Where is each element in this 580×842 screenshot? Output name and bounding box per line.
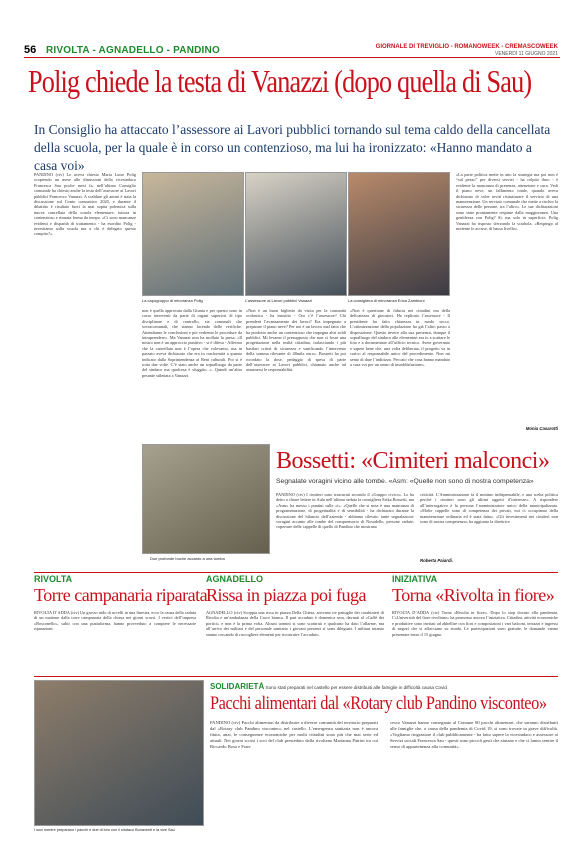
main-column-3: «Non è un buon biglietto da visita per la comunità scolastica - ha insistito - Ora c’è l’assessore? Chi prenderà l’avanzamento dei lavori? Era impegnato a preparare il piano neve? Per noi è un lavoro mal fatto che ha prodotto anche un contenzioso che impegna altri soldi pubblici. Mi levamo il presupposto che non ci fosse una progettazione nella realtà cittadina, tralasciando i più basilari criteri di sicurezza e vanificando l’intervento della somma rilevante di 48mila euro». Bossetti ha poi ricordato la dose, pedaggio di spesa di parte dell’assessore ai Lavori pubblici, chiamato anche ad assumersi le responsabilità.: [246, 308, 346, 373]
brief-rivolta-text: RIVOLTA D’ADDA (ctv) Un grosso nido di uccelli in una finestra, ecco la causa della caduta di un mattone dalla torre campanaria della chiesa nei giorni scorsi. I vertici dell’impresa «Bosconello», saliti con una piattaforma, hanno provveduto a compiere le necessarie riparazioni.: [34, 610, 196, 632]
bossetti-column-1: PANDINO (ctv) I cimiteri sono trascurati secondo il «Gruppo civico». Lo ha detto a chiare lettere in Aula nell’ultima seduta la consigliera Erika Bossetti, ma «Asm» ha messo i puntini sulle «i». «Quelle che si nota è una mancanza di programmazione, di progettualità e di sensibilità - ha dichiarato durante la discussione del bilancio dell’azienda - abbiamo rilevato tante segnalazioni: voragini accanto alle tombe del comprensorio di Nosadello, persone cadute, coperture delle cappelle di quello di Pandino che mostrano: [276, 492, 414, 530]
section-title: RIVOLTA - AGNADELLO - PANDINO: [46, 45, 220, 56]
solidarity-divider: [34, 676, 558, 677]
brief-iniziativa-text: RIVOLTA D’ADDA (ctv) Torna «Rivolta in fiore». Dopo lo stop dovuto alla pandemia, l’«Università del fiore rivoltano» ha promosso ancora l’iniziativa. Cittadini, attività economiche e produttive sono invitati ad abbellire con fiori e composizioni i vari balconi, terrazzi e ingressi di negozi che si affacciano su strada. Le partecipazioni sono gratuite, le domande vanno presentate entro il 15 giugno.: [392, 610, 558, 637]
photo-polig: [142, 172, 244, 296]
caption-vanazzi: L’assessore ai Lavori pubblici Vanazzi: [245, 298, 313, 303]
bossetti-subheadline: Segnalate voragini vicino alle tombe. «Asm: «Quelle non sono di nostra competenza»: [276, 478, 534, 485]
caption-polig: La capogruppo di minoranza Polig: [142, 298, 203, 303]
main-headline: Polig chiede la testa di Vanazzi (dopo quella di Sau): [28, 63, 532, 99]
newspaper-name: GIORNALE DI TREVIGLIO - ROMANOWEEK - CREMASCOWEEK VENERDÌ 11 GIUGNO 2021: [375, 44, 558, 57]
solidarity-kicker: SOLIDARIETÀ Sono stati preparati nel castello per essere distribuiti alle famiglie in difficoltà causa Covid: [210, 682, 447, 691]
solidarity-column-2: cesco Vanazzi hanno consegnato al Comune 80 pacchi alimentari, che saranno distribuiti alle famiglie che, a causa della pandemia di Covid 19, si sono trovate in grave difficoltà. «Vogliamo ringraziare il club pubblicamente - ha fatto sapere la vicesindaco e assessore ai Servizi sociali Francesca Sau - questi sono piccoli gesti che aiutano e che ci fanno sentire il senso di appartenenza alla comunità».: [390, 720, 558, 749]
main-column-2: non è quella approvata dalla Giunta e per questo sono in corso interventi da parte di organi superiori di tipo disciplinare e di controllo, sia comunali che sovracomunali, che stanno facendo delle verifiche. Attendiamo le conclusioni e poi vedremo le procedure da intraprendere». Ma Vanazzi non ha mollato la presa. «Il nostro non è un approccio punitivo - si è difesa - Affermo che la cancellata non è l’opera che volevamo, ma in passato aveva dichiarato che era in conformità a quanto indicato dalla Soprintendenza ai Beni culturali. Poi si è rotta due volte. C’è stato anche un sopralluogo da parte del sindaco ma qualcosa è sfuggito...». Quindi un’altra pesante stilettata a Vanazzi.: [142, 308, 242, 378]
main-subheadline: In Consiglio ha attaccato l’assessore ai Lavori pubblici tornando sul tema caldo della cancellata della scuola, per la quale è in corso un contenzioso, ma lui ha ironizzato: «Hanno mandato a casa voi»: [34, 122, 551, 173]
caption-rotary: I soci mentre preparano i pacchi e due di loro con il sindaco Bonaventi e la vice Sau: [34, 828, 175, 832]
solidarity-column-1: PANDINO (ctv) Pacchi alimentari da distribuire a diverse comunità del territorio preparati dal «Rotary club Pandino visconteo» nel castello. L’emergenza sanitaria non è ancora finita, anzi, le conseguenze economiche per molti cittadini sono più che mai serie ed attuali. Nei giorni scorsi i soci del club presieduto dalla rivoltana Marianna Patrini tra cui Riccardo Bosa e Fran-: [210, 720, 378, 749]
brief-agnadello-headline: Rissa in piazza poi fuga: [206, 585, 366, 605]
bossetti-signature: Roberta Paiardi.: [420, 558, 453, 563]
photo-cemetery: [142, 444, 270, 554]
brief-rivolta-section: RIVOLTA: [34, 574, 73, 584]
brief-iniziativa-headline: Torna «Rivolta in fiore»: [392, 585, 555, 605]
brief-agnadello-section: AGNADELLO: [206, 574, 263, 584]
brief-agnadello-text: AGNADELLO (ctv) Scoppia una rissa in piazza Della Chiesa, arrivano tre pattuglie dei carabinieri di Rivolta e un’ambulanza della Croce bianca. Il pari accaduto è domenica sera, davanti al «Caffè dei portici» e non è la prima volta. Alcuni uomini si sono scontrati e qualcuno ha dato l’allarme, ma all’arrivo dei militari e del personale sanitario i giovani presenti si sono dileguati. I militari intanto stanno cercando di raccogliere elementi per ricostruire l’accaduto.: [206, 610, 384, 637]
photo-zambioni: [348, 172, 450, 296]
main-column-5: «La parte politica mette in atto la strategia ma poi non è “sul pezzo” per diversi servizi - ha colpito duro - è evidente la mancanza di presenza, attenzione e cura. Vedi il piano neve, un fallimento totale, quando aveva dichiarato di voler inviti ristrutturare il servizio di una manutenzione. Un servizio comunale che mette a rischio la sicurezza delle persone, tra l’altro». Le sue dichiarazioni sono state prontamente respinte dalla maggioranza. Una gentilezza con Polig? Sì, ma solo in superficie. Polig Vanazzi ha risposto sferzando la sciabola. «Respingo al mittente le accuse, di basso livello».: [456, 172, 558, 232]
brief-iniziativa-section: INIZIATIVA: [392, 574, 438, 584]
caption-zambioni: La consigliera di minoranza Erica Zambioni: [348, 298, 425, 303]
bossetti-headline: Bossetti: «Cimiteri malconci»: [276, 448, 550, 474]
main-column-1: PANDINO (ctv) Lo aveva chiesto Maria Luise Polig scoprendo un mese alle dimissioni della vicesindaco Francesca Sau poche mesi fa, nell’ultimo Consiglio comunale ha chiesto anche la testa dell’assessore ai Lavori pubblici Francesco Vanazzi. A scaldare gli animi è stata la discussione sul Conto consuntivo 2020, e durante il dibattito è risultato fuori la mai sopita polemica sulla nuova cancellata della scuola elementare, tuttora in contenzioso e rimasta ferma da tempo. «Ci sono mancanze evidenti e disparità di trattamento - ha esordito Polig - investiamo sulla scuola ma a chi è delegato questo compito?».: [34, 172, 136, 237]
caption-cemetery: Due profonde buche accanto a una tomba: [150, 556, 225, 561]
issue-date: VENERDÌ 11 GIUGNO 2021: [495, 51, 558, 57]
briefs-divider: [34, 572, 558, 573]
solidarity-section: SOLIDARIETÀ: [210, 682, 265, 691]
solidarity-headline: Pacchi alimentari dal «Rotary club Pandino visconteo»: [210, 693, 547, 714]
photo-rotary: [34, 680, 204, 826]
bossetti-column-2: criticità. L’Amministrazione fa il minimo indispensabile, e una scelta politica perché i cimiteri sono gli ultimi oggetti d’interesse». A rispondere all’interrogativo è la persona l’amministratore unico della municipalizzata. «Molte cappelle sono di competenza dei privati, noi ci occupiamo della manutenzione ordinaria ed è stata fatta». «Gli investimenti nei cimiteri non sono di nostra competenza» ha aggiunto la direttrice: [420, 492, 558, 525]
brief-rivolta-headline: Torre campanaria riparata: [34, 585, 208, 605]
photo-vanazzi: [245, 172, 347, 296]
main-column-4: «Non è questione di fiducia nei cittadini ma della delicatezza di giocatori. Ha replicato l’assessore - Il presidente ha fatto chiarezza in modo secco. L’ottimizzazione della popolazione ha già l’altro passo a disposizione. Questo invece alla sua presenza, dunque il sopralluogo del sindaco alle elementari era io a scattare le foto e a documentare all’ufficio tecnico. Avete governato e sapete bene che, una volta deliberata, il progetto va in carico al responsabile unico del procedimento. Non mi sento di dare l’indirizzo. Peccato che cosa hanno mandato a casa voi per un senso di insoddisfazione».: [350, 308, 450, 368]
page-number: 56: [24, 44, 37, 56]
author-signature: Monia Casarotti: [525, 426, 558, 431]
